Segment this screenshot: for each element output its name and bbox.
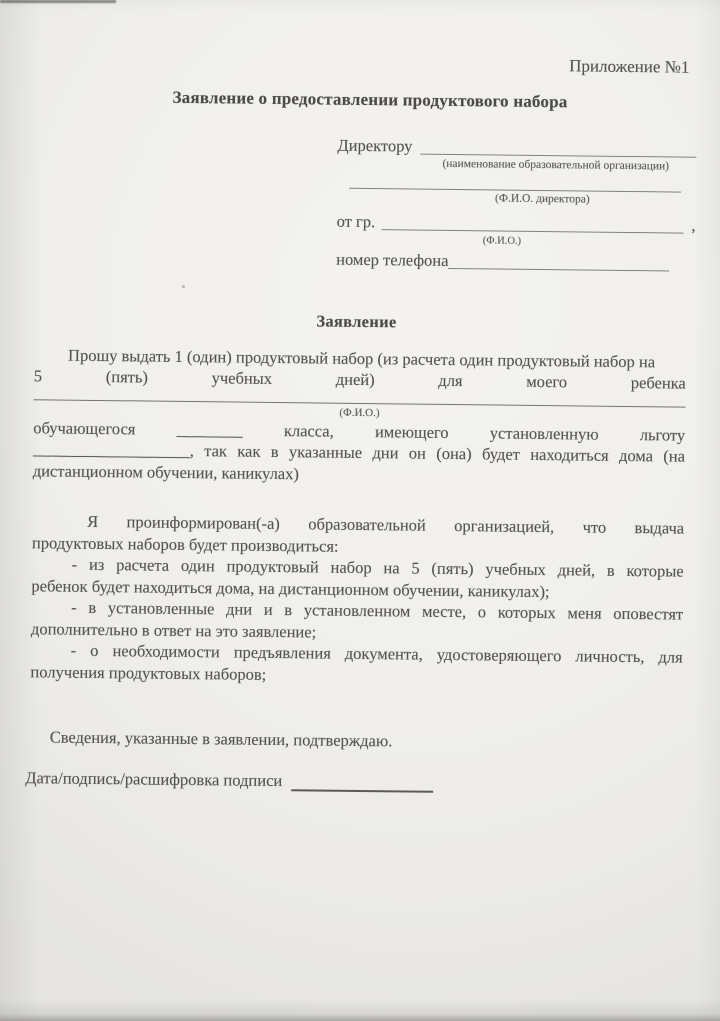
director-name-caption: (Ф.И.О. директора): [494, 192, 590, 206]
request-line-3: обучающегося ________ класса, имеющего установленную льготу: [33, 417, 686, 445]
from-label: от гр.: [336, 211, 376, 231]
info-line-1: Я проинформирован(-а) образовательной организацией, что выдача: [87, 511, 685, 538]
request-line-4: ___________________, так как в указанные дни он (она) будет находиться дома (на: [32, 439, 686, 466]
director-row: [337, 134, 696, 160]
request-line-1: Прошу выдать 1 (один) продуктовый набор (из расчета один продуктовый набор на: [67, 345, 656, 371]
director-name-row: [349, 176, 681, 193]
photo-edge-shadow-bottom: [0, 1014, 720, 1021]
request-line-5: дистанционном обучении, каникулах): [32, 460, 300, 483]
applicant-row: [337, 210, 696, 236]
signature-label: Дата/подпись/расшифровка подписи: [25, 767, 283, 790]
info-line-2: продуктовых наборов будет производиться:: [31, 532, 339, 556]
organization-name-caption: (наименование образовательной организации): [442, 157, 670, 173]
info-line-3: - из расчета один продуктовый набор на 5 (пять) учебных дней, в которые: [71, 554, 684, 581]
page-title: Заявление о предоставлении продуктового набора: [172, 87, 568, 111]
phone-row: [336, 248, 695, 274]
annex-label: Приложение №1: [569, 56, 690, 77]
request-paragraph: [33, 344, 687, 489]
info-line-7: - о необходимости предъявления документа, удостоверяющего личность, для: [70, 640, 683, 667]
applicant-name-caption: (Ф.И.О.): [482, 235, 522, 247]
application-body: [25, 344, 686, 796]
signature-row: [25, 767, 681, 796]
director-name-blank: [349, 176, 681, 193]
child-name-caption: (Ф.И.О.): [339, 406, 380, 419]
information-paragraph: [30, 510, 684, 689]
application-heading: Заявление: [316, 311, 397, 332]
organization-name-blank: [420, 135, 696, 158]
info-line-8: получения продуктовых наборов;: [30, 661, 267, 684]
addressee-block: [336, 134, 697, 274]
phone-blank: [448, 249, 669, 272]
info-line-6: дополнительно в ответ на это заявление;: [30, 618, 317, 641]
confirmation-text: Сведения, указанные в заявлении, подтверждаю.: [49, 727, 393, 751]
info-line-4: ребенок будет находиться дома, на дистанционном обучении, каникулах);: [31, 575, 550, 601]
comma-text: ,: [691, 215, 696, 235]
signature-blank: [291, 774, 433, 793]
info-line-5: - в установленные дни и в установленном месте, о которых меня оповестят: [71, 597, 684, 624]
director-label: Директору: [337, 135, 413, 156]
request-line-2: 5 (пять) учебных дней) для моего ребенка: [33, 366, 686, 393]
phone-label: номер телефона: [336, 249, 449, 270]
applicant-name-blank: [381, 210, 684, 233]
